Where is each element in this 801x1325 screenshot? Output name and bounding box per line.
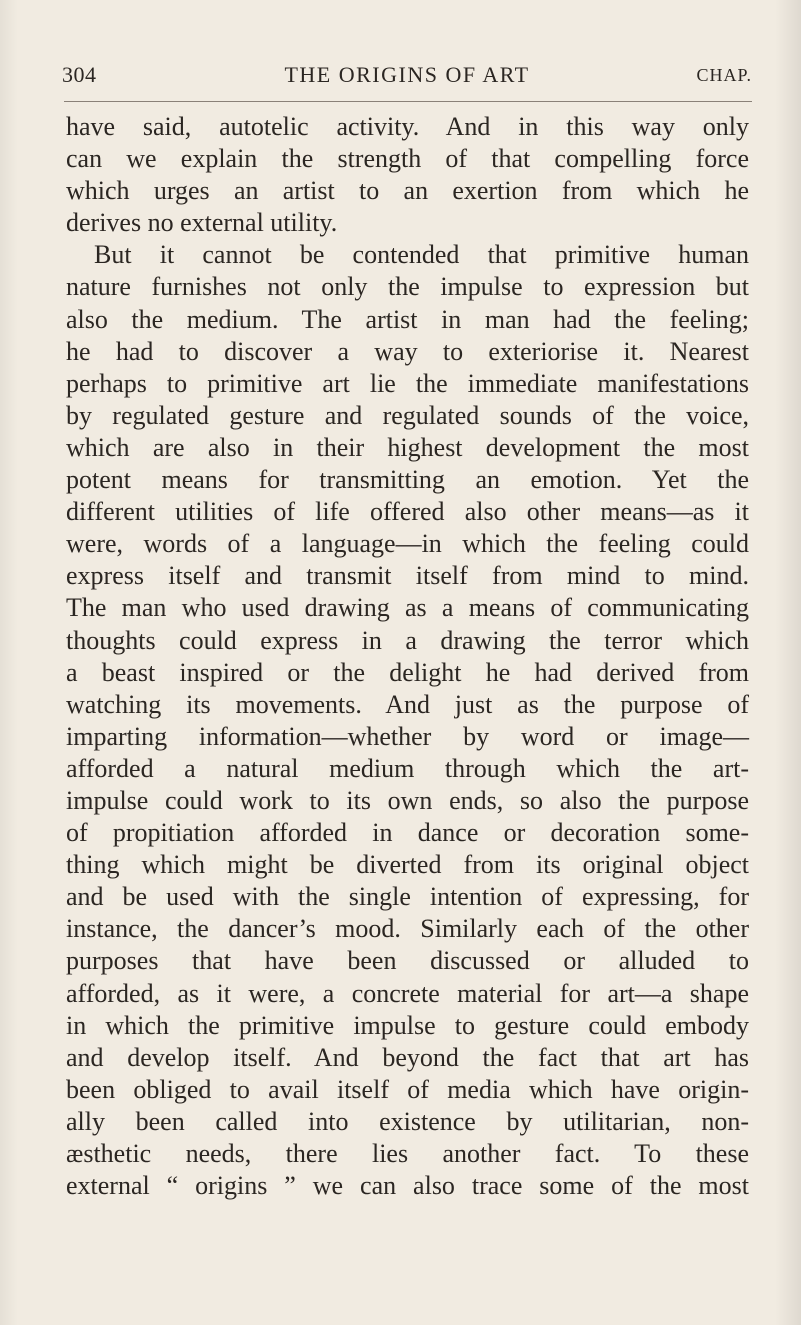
text-line: a beast inspired or the delight he had derived from [66,657,749,687]
running-title: THE ORIGINS OF ART [284,62,530,87]
text-line: impulse could work to its own ends, so also the purpose [66,785,749,815]
text-line: instance, the dancer’s mood. Similarly each of the other [66,914,749,944]
text-line: perhaps to primitive art lie the immediate manifestations [66,368,749,398]
text-line: The man who used drawing as a means of communicating [66,593,749,623]
text-line: which urges an artist to an exertion from which he [66,176,749,206]
page-number: 304 [62,62,97,87]
chapter-label: CHAP. [696,65,752,85]
text-line: derives no external utility. [66,208,338,238]
text-line: he had to discover a way to exteriorise it. Nearest [66,336,749,366]
text-line: thing which might be diverted from its original object [66,850,749,880]
text-line: nature furnishes not only the impulse to expression but [66,272,749,302]
text-line: afforded a natural medium through which the art- [66,753,749,783]
text-line: have said, autotelic activity. And in this way only [66,112,749,141]
header-rule [64,101,752,102]
text-line: But it cannot be contended that primitive human [94,240,749,270]
text-line: also the medium. The artist in man had the feeling; [66,304,749,334]
text-line: ally been called into existence by utilitarian, non- [66,1106,749,1136]
text-line: express itself and transmit itself from mind to mind. [66,561,749,591]
text-line: potent means for transmitting an emotion. Yet the [66,465,749,495]
text-line: thoughts could express in a drawing the terror which [66,625,749,655]
text-line: were, words of a language—in which the feeling could [66,529,749,559]
text-line: imparting information—whether by word or image— [66,721,749,751]
body-text [66,111,749,1202]
text-line: of propitiation afforded in dance or decoration some- [66,818,749,848]
text-line: which are also in their highest development the most [66,432,749,462]
text-line: different utilities of life offered also other means—as it [66,497,749,527]
text-line: and develop itself. And beyond the fact that art has [66,1042,749,1072]
text-line: in which the primitive impulse to gesture could embody [66,1010,749,1040]
text-line: external “ origins ” we can also trace some of the most [66,1171,749,1201]
text-line: by regulated gesture and regulated sounds of the voice, [66,400,749,430]
text-line: afforded, as it were, a concrete material for art—a shape [66,978,749,1008]
text-line: and be used with the single intention of expressing, for [66,882,749,912]
text-line: purposes that have been discussed or alluded to [66,946,749,976]
text-line: æsthetic needs, there lies another fact. To these [66,1139,749,1168]
text-line: been obliged to avail itself of media which have origin- [66,1074,749,1104]
running-head [62,62,752,96]
text-line: watching its movements. And just as the purpose of [66,689,749,719]
text-line: can we explain the strength of that compelling force [66,144,749,174]
